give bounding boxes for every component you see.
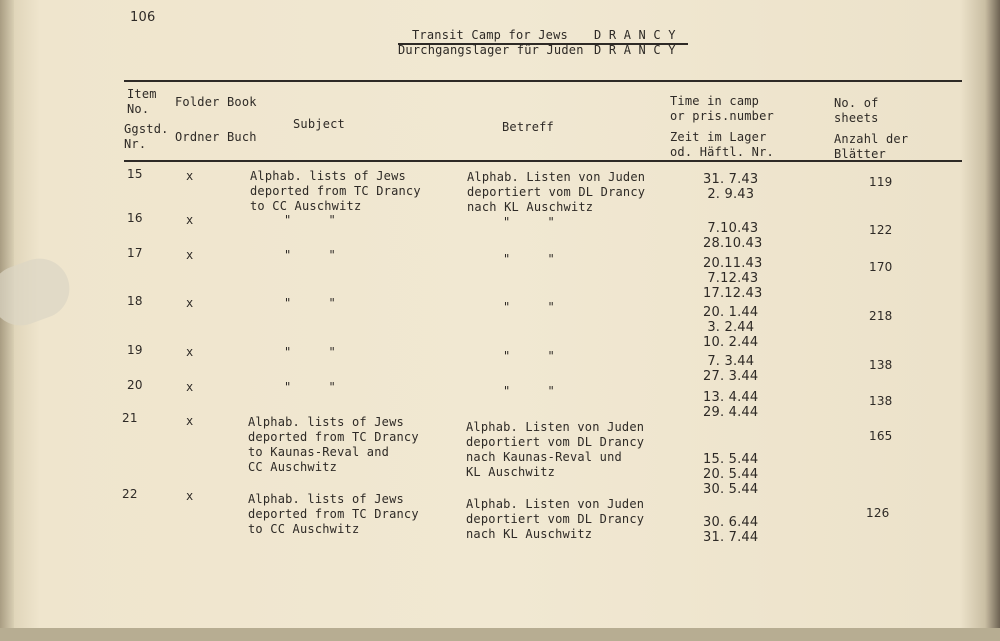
- row-folder-mark: x: [186, 248, 194, 262]
- row-item: 20: [127, 378, 143, 392]
- header-ggstd-nr: Ggstd. Nr.: [124, 122, 169, 151]
- row-sheets: 165: [869, 429, 893, 443]
- page-bottom-edge: [0, 628, 1000, 641]
- row-betreff: " ": [503, 384, 555, 398]
- row-subject: Alphab. lists of Jews deported from TC Drancy to CC Auschwitz: [248, 492, 419, 536]
- row-dates: 20.11.43 7.12.43 17.12.43: [703, 256, 763, 301]
- title-camp-de: D R A N C Y: [594, 43, 676, 57]
- row-item: 19: [127, 343, 143, 357]
- row-folder-mark: x: [186, 213, 194, 227]
- row-betreff: " ": [503, 252, 555, 266]
- row-dates: 30. 6.44 31. 7.44: [703, 515, 759, 545]
- row-dates: 20. 1.44 3. 2.44 10. 2.44: [703, 305, 759, 350]
- title-de: Durchgangslager für Juden: [398, 43, 584, 57]
- row-folder-mark: x: [186, 414, 194, 428]
- row-dates: 7.10.43 28.10.43: [703, 221, 763, 251]
- row-item: 18: [127, 294, 143, 308]
- row-sheets: 126: [866, 506, 890, 520]
- row-folder-mark: x: [186, 345, 194, 359]
- title-camp-en: D R A N C Y: [594, 28, 676, 42]
- header-sheets-de: Anzahl der Blätter: [834, 132, 909, 161]
- row-subject: Alphab. lists of Jews deported from TC Drancy to Kaunas-Reval and CC Auschwitz: [248, 415, 419, 474]
- row-sheets: 122: [869, 223, 893, 237]
- row-betreff: " ": [503, 215, 555, 229]
- header-sheets-en: No. of sheets: [834, 96, 879, 125]
- row-item: 15: [127, 167, 143, 181]
- header-ordner-buch: Ordner Buch: [175, 130, 257, 144]
- row-sheets: 138: [869, 358, 893, 372]
- row-folder-mark: x: [186, 489, 194, 503]
- title-en: Transit Camp for Jews: [412, 28, 568, 42]
- row-subject: " ": [284, 248, 336, 262]
- row-dates: 7. 3.44 27. 3.44: [703, 354, 759, 384]
- page-number: 106: [130, 10, 156, 25]
- row-subject: Alphab. lists of Jews deported from TC Drancy to CC Auschwitz: [250, 169, 421, 213]
- row-item: 16: [127, 211, 143, 225]
- row-sheets: 119: [869, 175, 893, 189]
- header-item-no: Item No.: [127, 87, 157, 116]
- row-subject: " ": [284, 380, 336, 394]
- row-item: 17: [127, 246, 143, 260]
- row-subject: " ": [284, 213, 336, 227]
- row-subject: " ": [284, 296, 336, 310]
- header-time-en: Time in camp or pris.number: [670, 94, 774, 123]
- row-betreff: " ": [503, 349, 555, 363]
- row-dates: 13. 4.44 29. 4.44: [703, 390, 759, 420]
- row-betreff: Alphab. Listen von Juden deportiert vom DL Drancy nach Kaunas-Reval und KL Auschwitz: [466, 420, 645, 479]
- header-betreff: Betreff: [502, 120, 554, 134]
- row-folder-mark: x: [186, 296, 194, 310]
- header-subject: Subject: [293, 117, 345, 131]
- row-betreff: Alphab. Listen von Juden deportiert vom DL Drancy nach KL Auschwitz: [466, 497, 645, 541]
- row-subject: " ": [284, 345, 336, 359]
- row-item: 22: [122, 487, 138, 501]
- row-sheets: 218: [869, 309, 893, 323]
- header-top-rule: [124, 80, 962, 82]
- row-item: 21: [122, 411, 138, 425]
- row-betreff: " ": [503, 300, 555, 314]
- header-folder-book: Folder Book: [175, 95, 257, 109]
- row-folder-mark: x: [186, 169, 194, 183]
- row-sheets: 170: [869, 260, 893, 274]
- row-dates: 31. 7.43 2. 9.43: [703, 172, 759, 202]
- row-dates: 15. 5.44 20. 5.44 30. 5.44: [703, 452, 759, 497]
- row-folder-mark: x: [186, 380, 194, 394]
- row-sheets: 138: [869, 394, 893, 408]
- row-betreff: Alphab. Listen von Juden deportiert vom DL Drancy nach KL Auschwitz: [467, 170, 646, 214]
- header-time-de: Zeit im Lager od. Häftl. Nr.: [670, 130, 774, 159]
